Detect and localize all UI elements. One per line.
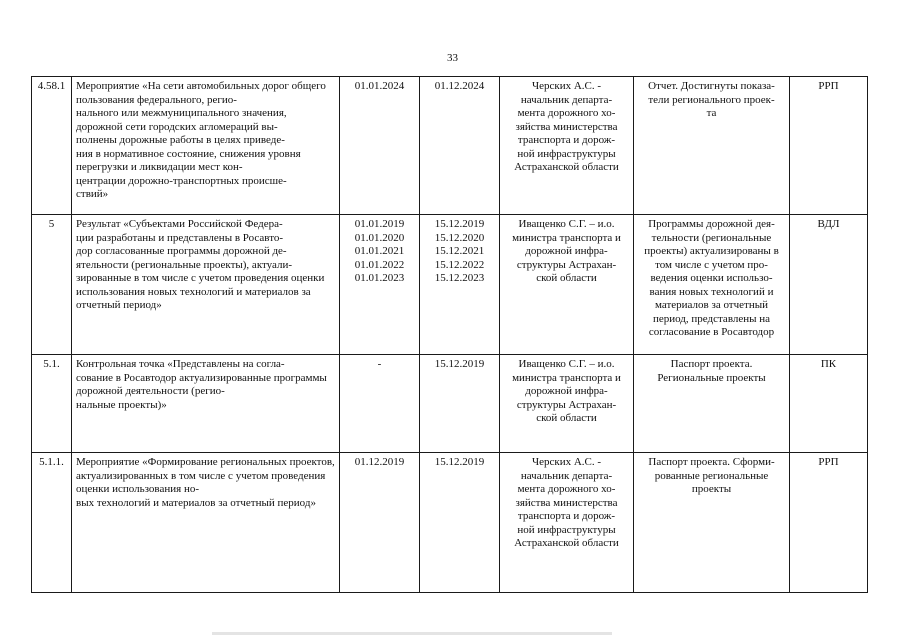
row-end-date: 01.12.2024 bbox=[420, 77, 500, 215]
table-row bbox=[32, 453, 868, 593]
row-number: 5.1.1. bbox=[32, 453, 72, 593]
row-level: РРП bbox=[790, 77, 868, 215]
row-description: Мероприятие «На сети автомобильных дорог общего пользования федерального, регио- нального или межмуниципального значения, дорожной сети городских агломераций вы- полнены дорожные работы в целях приведе- ния в нормативное состояние, снижения уровня перегрузки и ликвидации мест кон- центрации дорожно-транспортных происше- ствий» bbox=[72, 77, 340, 215]
table-row bbox=[32, 215, 868, 355]
row-result: Паспорт проекта. Региональные проекты bbox=[634, 355, 790, 453]
row-number: 5 bbox=[32, 215, 72, 355]
cut-off-text-line bbox=[212, 632, 612, 635]
row-result: Отчет. Достигнуты показа- тели регионального проек- та bbox=[634, 77, 790, 215]
row-number: 4.58.1 bbox=[32, 77, 72, 215]
row-end-date: 15.12.2019 15.12.2020 15.12.2021 15.12.2022 15.12.2023 bbox=[420, 215, 500, 355]
row-end-date: 15.12.2019 bbox=[420, 453, 500, 593]
row-result: Паспорт проекта. Сформи- рованные региональные проекты bbox=[634, 453, 790, 593]
row-end-date: 15.12.2019 bbox=[420, 355, 500, 453]
row-description: Мероприятие «Формирование региональных проектов, актуализированных в том числе с учетом проведения оценки использования но- вых технологий и материалов за отчетный период» bbox=[72, 453, 340, 593]
row-start-date: 01.12.2019 bbox=[340, 453, 420, 593]
row-start-date: 01.01.2019 01.01.2020 01.01.2021 01.01.2022 01.01.2023 bbox=[340, 215, 420, 355]
row-number: 5.1. bbox=[32, 355, 72, 453]
plan-table bbox=[31, 76, 868, 593]
row-level: ПК bbox=[790, 355, 868, 453]
row-level: ВДЛ bbox=[790, 215, 868, 355]
row-description: Результат «Субъектами Российской Федера- ции разработаны и представлены в Росавто- дор согласованные программы дорожной де- ятельности (региональные проекты), актуали- зированные в том числе с учетом проведения оценки использования новых технологий и материалов за отчетный период» bbox=[72, 215, 340, 355]
row-responsible: Черских А.С. - начальник департа- мента дорожного хо- зяйства министерства транспорта и дорож- ной инфраструктуры Астраханской области bbox=[500, 77, 634, 215]
row-description: Контрольная точка «Представлены на согла- сование в Росавтодор актуализированные программы дорожной деятельности (регио- нальные проекты)» bbox=[72, 355, 340, 453]
row-responsible: Иващенко С.Г. – и.о. министра транспорта и дорожной инфра- структуры Астрахан- ской области bbox=[500, 215, 634, 355]
page-number: 33 bbox=[447, 52, 458, 64]
row-level: РРП bbox=[790, 453, 868, 593]
row-start-date: 01.01.2024 bbox=[340, 77, 420, 215]
row-result: Программы дорожной дея- тельности (региональные проекты) актуализированы в том числе с учетом про- ведения оценки использо- вания новых технологий и материалов за отчетный период, представлены на согласование в Росавтодор bbox=[634, 215, 790, 355]
table-row bbox=[32, 77, 868, 215]
table-row bbox=[32, 355, 868, 453]
row-responsible: Черских А.С. - начальник департа- мента дорожного хо- зяйства министерства транспорта и дорож- ной инфраструктуры Астраханской области bbox=[500, 453, 634, 593]
row-responsible: Иващенко С.Г. – и.о. министра транспорта и дорожной инфра- структуры Астрахан- ской области bbox=[500, 355, 634, 453]
row-start-date: - bbox=[340, 355, 420, 453]
